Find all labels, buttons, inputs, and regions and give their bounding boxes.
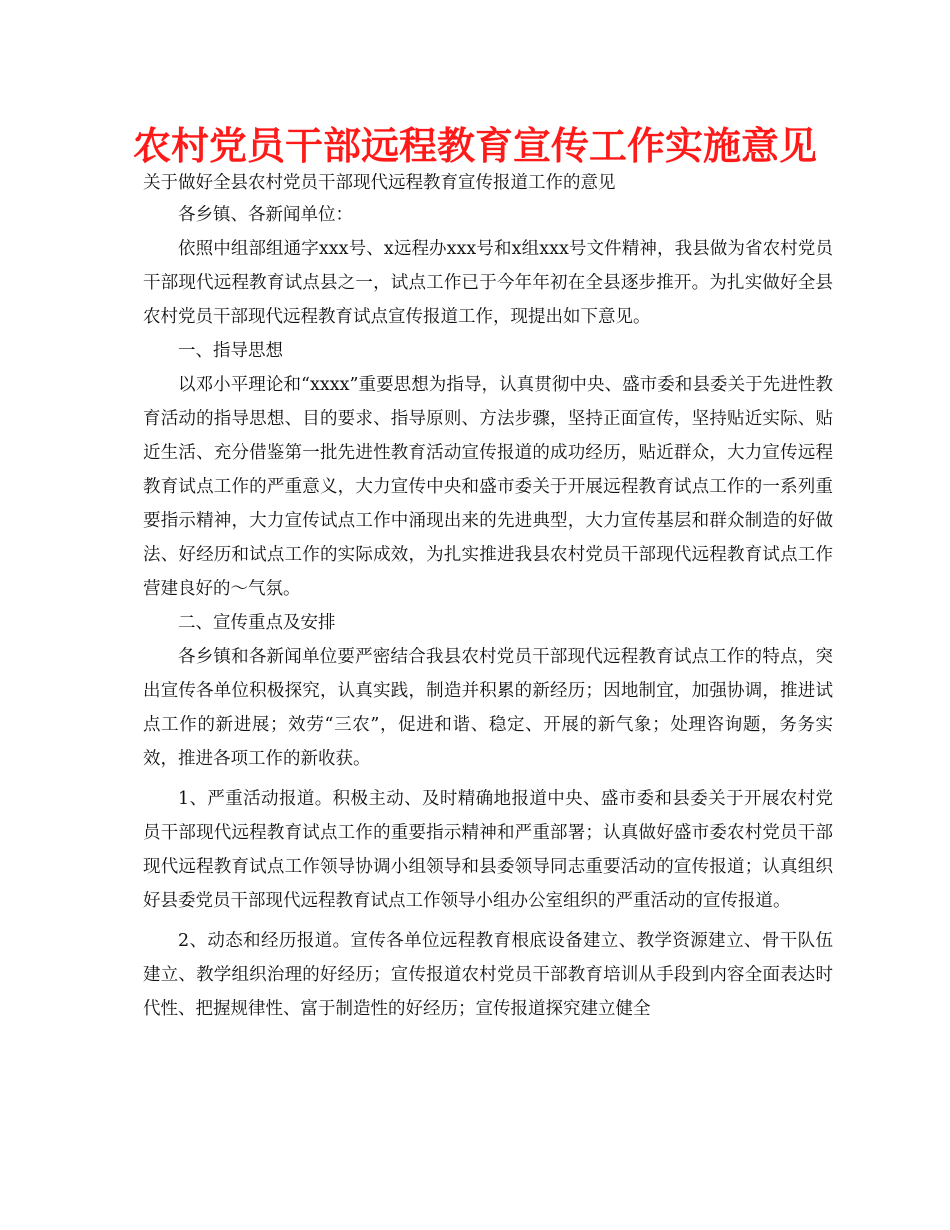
salutation: 各乡镇、各新闻单位：	[178, 205, 353, 225]
document-body	[143, 168, 833, 1026]
item-major-activity-reports: 1、严重活动报道。积极主动、及时精确地报道中央、盛市委和县委关于开展农村党员干部现代远程教育试点工作的重要指示精神和严重部署；认真做好盛市委农村党员干部现代远程教育试点工作领导协调小组领导和县委领导同志重要活动的宣传报道；认真组织好县委党员干部现代远程教育试点工作领导小组办公室组织的严重活动的宣传报道。	[143, 789, 833, 911]
document-subtitle: 关于做好全县农村党员干部现代远程教育宣传报道工作的意见	[143, 173, 616, 193]
section-heading-guiding-ideology: 一、指导思想	[178, 341, 283, 361]
publicity-focus-paragraph: 各乡镇和各新闻单位要严密结合我县农村党员干部现代远程教育试点工作的特点，突出宣传各单位积极探究，认真实践，制造并积累的新经历；因地制宜，加强协调，推进试点工作的新进展；效劳“三农”，促进和谐、稳定、开展的新气象；处理咨询题，务务实效，推进各项工作的新收获。	[143, 647, 833, 769]
section-heading-publicity-focus: 二、宣传重点及安排	[178, 613, 336, 633]
intro-paragraph: 依照中组部组通字xxx号、x远程办xxx号和x组xxx号文件精神，我县做为省农村党员干部现代远程教育试点县之一，试点工作已于今年年初在全县逐步推开。为扎实做好全县农村党员干部现代远程教育试点宣传报道工作，现提出如下意见。	[143, 239, 833, 327]
guiding-ideology-paragraph: 以邓小平理论和“xxxx”重要思想为指导，认真贯彻中央、盛市委和县委关于先进性教育活动的指导思想、目的要求、指导原则、方法步骤，坚持正面宣传，坚持贴近实际、贴近生活、充分借鉴第一批先进性教育活动宣传报道的成功经历，贴近群众，大力宣传远程教育试点工作的严重意义，大力宣传中央和盛市委关于开展远程教育试点工作的一系列重要指示精神，大力宣传试点工作中涌现出来的先进典型，大力宣传基层和群众制造的好做法、好经历和试点工作的实际成效，为扎实推进我县农村党员干部现代远程教育试点工作营建良好的～气氛。	[143, 375, 833, 599]
item-dynamic-experience-reports: 2、动态和经历报道。宣传各单位远程教育根底设备建立、教学资源建立、骨干队伍建立、教学组织治理的好经历；宣传报道农村党员干部教育培训从手段到内容全面表达时代性、把握规律性、富于制造性的好经历；宣传报道探究建立健全	[143, 931, 833, 1019]
document-title: 农村党员干部远程教育宣传工作实施意见	[132, 124, 817, 168]
